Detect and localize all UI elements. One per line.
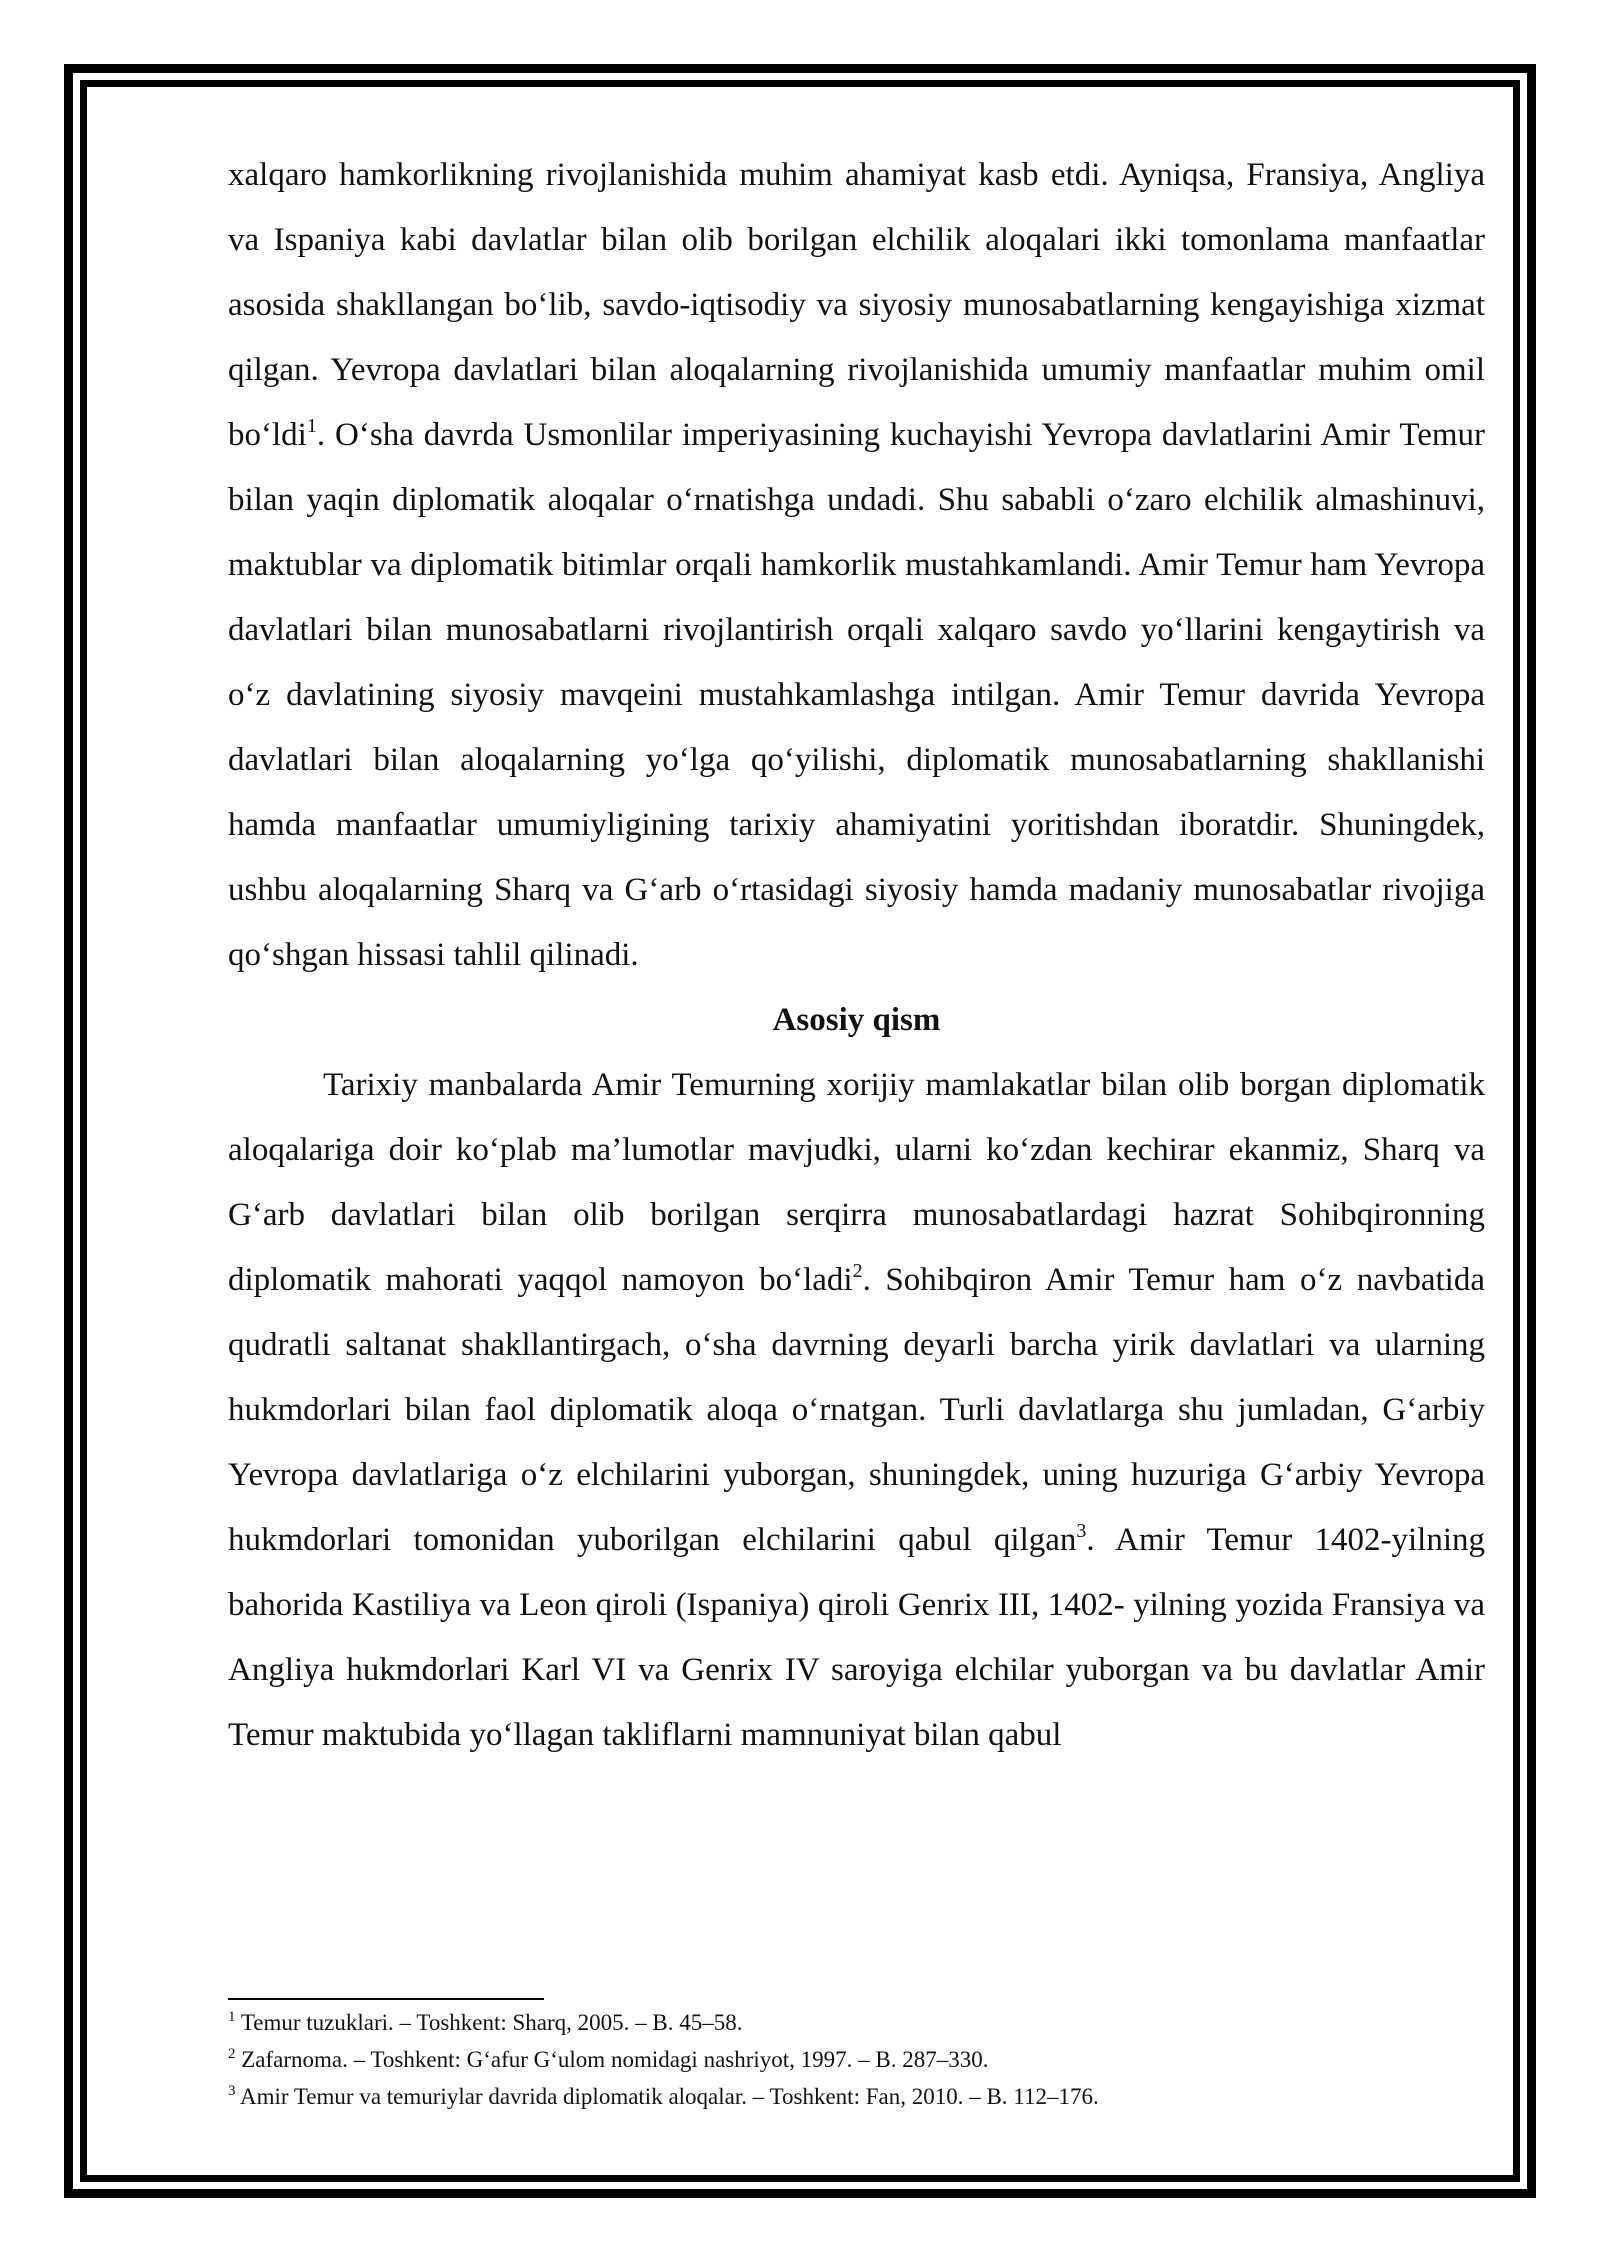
- footnotes: [228, 2004, 1485, 2115]
- document-body: [228, 143, 1485, 1768]
- footnote-separator: [228, 1998, 544, 2000]
- paragraph-text: xalqaro hamkorlikning rivojlanishida muhim ahamiyat kasb etdi. Ayniqsa, Fransiya, Angliya va Ispaniya kabi davlatlar bilan olib borilgan elchilik aloqalari ikki tomonlama manfaatlar asosida shakllangan bo‘lib, savdo-iqtisodiy va siyosiy munosabatlarning kengayishiga xizmat qilgan. Yevropa davlatlari bilan aloqalarning rivojlanishida umumiy manfaatlar muhim omil bo‘ldi: [228, 157, 1485, 453]
- footnote-item: [228, 2041, 1485, 2078]
- footnote-number: 3: [228, 2083, 236, 2099]
- paragraph-intro: [228, 143, 1485, 988]
- paragraph-text: . Sohibqiron Amir Temur ham o‘z navbatida qudratli saltanat shakllantirgach, o‘sha davrning deyarli barcha yirik davlatlari va ularning hukmdorlari bilan faol diplomatik aloqa o‘rnatgan. Turli davlatlarga shu jumladan, G‘arbiy Yevropa davlatlariga o‘z elchilarini yuborgan, shuningdek, uning huzuriga G‘arbiy Yevropa hukmdorlari tomonidan yuborilgan elchilarini qabul qilgan: [228, 1262, 1485, 1558]
- paragraph-main: [228, 1053, 1485, 1768]
- footnote-ref-3[interactable]: 3: [1076, 1520, 1087, 1542]
- footnote-item: [228, 2004, 1485, 2041]
- footnote-ref-2[interactable]: 2: [852, 1260, 863, 1282]
- paragraph-text: . Amir Temur 1402-yilning bahorida Kastiliya va Leon qiroli (Ispaniya) qiroli Genrix III, 1402- yilning yozida Fransiya va Angliya hukmdorlari Karl VI va Genrix IV saroyiga elchilar yuborgan va bu davlatlar Amir Temur maktubida yo‘llagan takliflarni mamnuniyat bilan qabul: [228, 1522, 1485, 1753]
- section-heading: Asosiy qism: [772, 1002, 941, 1038]
- footnote-ref-1[interactable]: 1: [306, 415, 317, 437]
- footnote-text: Zafarnoma. – Toshkent: G‘afur G‘ulom nomidagi nashriyot, 1997. – B. 287–330.: [241, 2047, 989, 2072]
- paragraph-text: . O‘sha davrda Usmonlilar imperiyasining kuchayishi Yevropa davlatlarini Amir Temur bilan yaqin diplomatik aloqalar o‘rnatishga undadi. Shu sababli o‘zaro elchilik almashinuvi, maktublar va diplomatik bitimlar orqali hamkorlik mustahkamlandi. Amir Temur ham Yevropa davlatlari bilan munosabatlarni rivojlantirish orqali xalqaro savdo yo‘llarini kengaytirish va o‘z davlatining siyosiy mavqeini mustahkamlashga intilgan. Amir Temur davrida Yevropa davlatlari bilan aloqalarning yo‘lga qo‘yilishi, diplomatik munosabatlarning shakllanishi hamda manfaatlar umumiyligining tarixiy ahamiyatini yoritishdan iboratdir. Shuningdek, ushbu aloqalarning Sharq va G‘arb o‘rtasidagi siyosiy hamda madaniy munosabatlar rivojiga qo‘shgan hissasi tahlil qilinadi.: [228, 417, 1485, 973]
- footnote-number: 1: [228, 2009, 236, 2025]
- footnote-text: Amir Temur va temuriylar davrida diplomatik aloqalar. – Toshkent: Fan, 2010. – B. 112–176.: [239, 2084, 1099, 2109]
- footnote-number: 2: [228, 2046, 236, 2062]
- footnote-item: [228, 2078, 1485, 2115]
- footnote-text: Temur tuzuklari. – Toshkent: Sharq, 2005. – B. 45–58.: [240, 2010, 743, 2035]
- paragraph-text: Tarixiy manbalarda Amir Temurning xorijiy mamlakatlar bilan olib borgan diplomatik aloqalariga doir ko‘plab ma’lumotlar mavjudki, ularni ko‘zdan kechirar ekanmiz, Sharq va G‘arb davlatlari bilan olib borilgan serqirra munosabatlardagi hazrat Sohibqironning diplomatik mahorati yaqqol namoyon bo‘ladi: [228, 1067, 1485, 1298]
